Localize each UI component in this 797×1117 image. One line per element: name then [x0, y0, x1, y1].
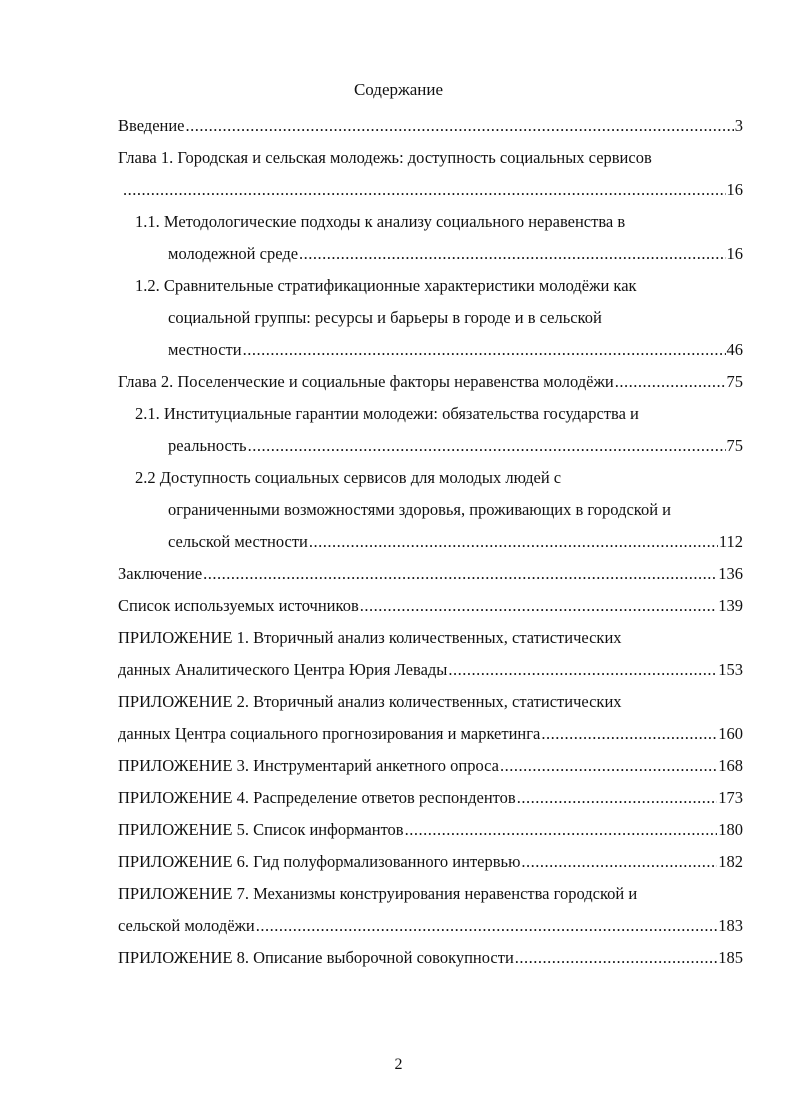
toc-entry-appendix-5[interactable]: [118, 814, 743, 846]
toc-entry-title-cont: реальность: [168, 436, 247, 455]
toc-entry-title: ПРИЛОЖЕНИЕ 5. Список информантов: [118, 820, 404, 839]
toc-entry-page: 136: [718, 564, 743, 583]
toc-entry-section-1-1-cont: [118, 238, 743, 270]
toc-entry-page: 16: [726, 244, 743, 263]
toc-entry-chapter-1[interactable]: [118, 142, 743, 174]
toc-entry-section-2-2-cont2: [118, 526, 743, 558]
toc-entry-title: ПРИЛОЖЕНИЕ 3. Инструментарий анкетного опроса: [118, 756, 499, 775]
toc-entry-title: ПРИЛОЖЕНИЕ 2. Вторичный анализ количественных, статистических: [118, 692, 622, 711]
toc-entry-page: 183: [718, 916, 743, 935]
toc-entry-title: ПРИЛОЖЕНИЕ 6. Гид полуформализованного интервью: [118, 852, 521, 871]
toc-entry-page: 16: [726, 180, 743, 199]
toc-entry-title: ПРИЛОЖЕНИЕ 1. Вторичный анализ количественных, статистических: [118, 628, 622, 647]
toc-entry-page: 153: [718, 660, 743, 679]
toc-entry-references[interactable]: [118, 590, 743, 622]
toc-entry-title: ПРИЛОЖЕНИЕ 4. Распределение ответов респондентов: [118, 788, 516, 807]
toc-entry-chapter-2[interactable]: [118, 366, 743, 398]
toc-entry-page: 185: [718, 948, 743, 967]
toc-entry-title: Заключение: [118, 564, 203, 583]
toc-entry-title-cont: сельской местности: [168, 532, 308, 551]
toc-entry-appendix-3[interactable]: [118, 750, 743, 782]
toc-dot-leader: [256, 910, 718, 942]
toc-entry-page: 75: [726, 372, 743, 391]
toc-dot-leader: [541, 718, 717, 750]
toc-dot-leader: [309, 526, 718, 558]
toc-entry-title-cont: молодежной среде: [168, 244, 299, 263]
toc-entry-page: 180: [718, 820, 743, 839]
toc-entry-title: Глава 2. Поселенческие и социальные факторы неравенства молодёжи: [118, 372, 614, 391]
toc-entry-appendix-2[interactable]: [118, 686, 743, 718]
toc-entry-appendix-2-cont: [118, 718, 743, 750]
toc-dot-leader: [405, 814, 718, 846]
toc-entry-section-2-2-cont1: [118, 494, 743, 526]
toc-entry-title: 1.2. Сравнительные стратификационные характеристики молодёжи как: [135, 276, 637, 295]
toc-entry-title-cont: ограниченными возможностями здоровья, проживающих в городской и: [168, 500, 671, 519]
page-number: 2: [394, 1056, 403, 1073]
toc-entry-title: ПРИЛОЖЕНИЕ 7. Механизмы конструирования неравенства городской и: [118, 884, 638, 903]
toc-dot-leader: [248, 430, 726, 462]
toc-entry-section-1-1[interactable]: [118, 206, 743, 238]
toc-entry-section-1-2-cont2: [118, 334, 743, 366]
toc-entry-title-cont: данных Центра социального прогнозирования и маркетинга: [118, 724, 541, 743]
toc-entry-section-2-2[interactable]: [118, 462, 743, 494]
toc-entry-title: Список используемых источников: [118, 596, 359, 615]
toc-entry-title: 1.1. Методологические подходы к анализу социального неравенства в: [135, 212, 626, 231]
toc-entry-page: 160: [718, 724, 743, 743]
table-of-contents: [118, 110, 743, 974]
toc-entry-page: 3: [734, 116, 743, 135]
toc-entry-section-2-1-cont: [118, 430, 743, 462]
toc-dot-leader: [500, 750, 717, 782]
toc-entry-page: 182: [718, 852, 743, 871]
toc-entry-title-cont: местности: [168, 340, 242, 359]
toc-entry-section-1-2[interactable]: [118, 270, 743, 302]
toc-entry-page: 139: [718, 596, 743, 615]
toc-entry-page: 112: [718, 532, 743, 551]
toc-dot-leader: [203, 558, 717, 590]
page-title: Содержание: [353, 80, 444, 99]
toc-entry-appendix-8[interactable]: [118, 942, 743, 974]
toc-entry-page: 168: [718, 756, 743, 775]
toc-dot-leader: [515, 942, 717, 974]
toc-entry-introduction[interactable]: [118, 110, 743, 142]
toc-dot-leader: [521, 846, 717, 878]
toc-dot-leader: [186, 110, 734, 142]
toc-entry-title-cont: сельской молодёжи: [118, 916, 255, 935]
toc-entry-title: Глава 1. Городская и сельская молодежь: доступность социальных сервисов: [118, 148, 652, 167]
toc-entry-appendix-7-cont: [118, 910, 743, 942]
toc-dot-leader: [615, 366, 726, 398]
toc-entry-appendix-7[interactable]: [118, 878, 743, 910]
toc-entry-section-2-1[interactable]: [118, 398, 743, 430]
toc-entry-page: 46: [726, 340, 743, 359]
toc-entry-page: 75: [726, 436, 743, 455]
toc-entry-page: 173: [718, 788, 743, 807]
toc-entry-appendix-4[interactable]: [118, 782, 743, 814]
toc-entry-title-cont: данных Аналитического Центра Юрия Левады: [118, 660, 448, 679]
toc-dot-leader: [448, 654, 717, 686]
toc-entry-appendix-1[interactable]: [118, 622, 743, 654]
toc-entry-conclusion[interactable]: [118, 558, 743, 590]
toc-entry-title: 2.2 Доступность социальных сервисов для молодых людей с: [135, 468, 562, 487]
toc-entry-title: ПРИЛОЖЕНИЕ 8. Описание выборочной совокупности: [118, 948, 514, 967]
toc-dot-leader: [299, 238, 725, 270]
toc-dot-leader: [123, 174, 726, 206]
toc-entry-appendix-1-cont: [118, 654, 743, 686]
toc-dot-leader: [517, 782, 718, 814]
toc-dot-leader: [243, 334, 726, 366]
toc-entry-title: 2.1. Институциальные гарантии молодежи: обязательства государства и: [135, 404, 639, 423]
toc-entry-title: Введение: [118, 116, 185, 135]
toc-entry-chapter-1-page-line: [118, 174, 743, 206]
toc-entry-appendix-6[interactable]: [118, 846, 743, 878]
toc-entry-title-cont: социальной группы: ресурсы и барьеры в городе и в сельской: [168, 308, 602, 327]
toc-entry-section-1-2-cont1: [118, 302, 743, 334]
toc-dot-leader: [360, 590, 718, 622]
